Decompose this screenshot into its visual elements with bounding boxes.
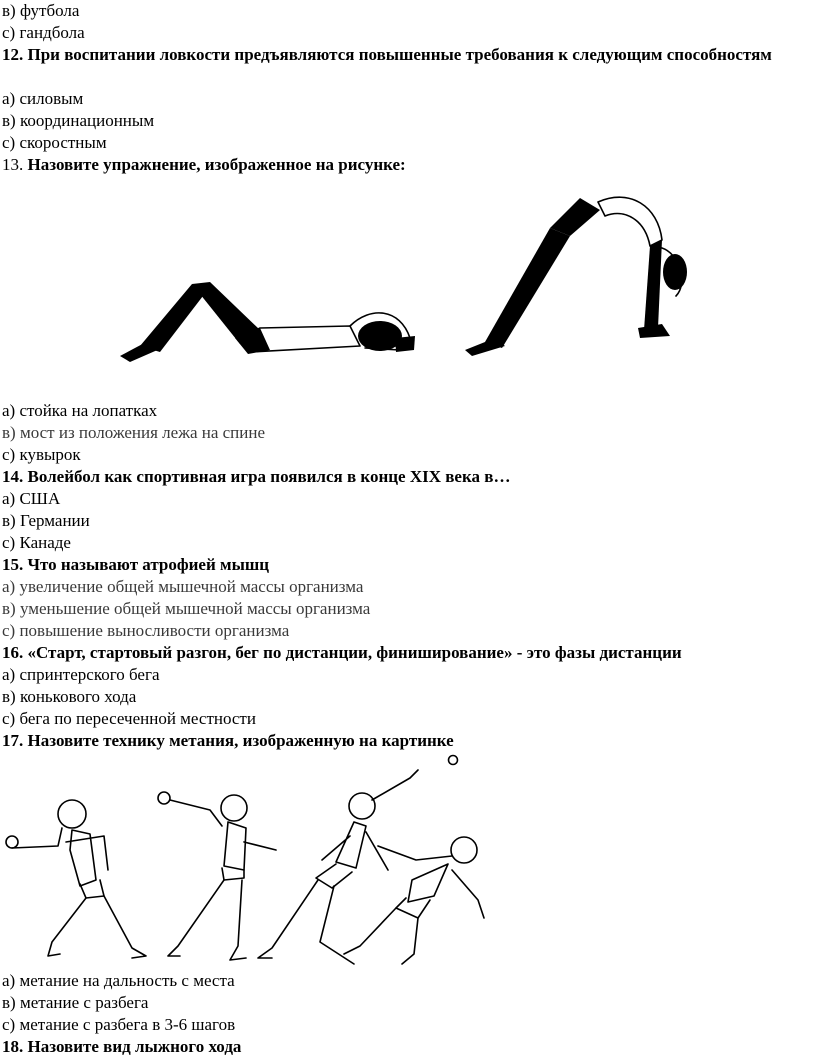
q13-option-b: в) мост из положения лежа на спине [2,423,266,442]
q16-option-a: а) спринтерского бега [2,665,160,684]
q17-option-a: а) метание на дальность с места [2,971,235,990]
q16-title: 16. «Старт, стартовый разгон, бег по дистанции, финиширование» - это фазы дистанции [2,643,682,662]
q13-title-line [2,154,406,176]
q15-option-a: а) увеличение общей мышечной массы организма [2,577,364,596]
q16-option-c: с) бега по пересеченной местности [2,709,256,728]
thrower-figure-2 [158,792,276,960]
q13-option-a: а) стойка на лопатках [2,401,158,420]
q12-title: 12. При воспитании ловкости предъявляются повышенные требования к следующим способностям [2,45,772,64]
throwing-sequence-illustration [0,750,500,968]
q12-option-c: с) скоростным [2,133,107,152]
q13-number: 13. [2,155,24,174]
q11-option-c: с) гандбола [2,23,85,42]
q13-title: Назовите упражнение, изображенное на рисунке: [27,155,406,174]
bridge-exercise-illustration [110,188,700,368]
lying-figure [120,282,415,362]
q16-option-b: в) конькового хода [2,687,137,706]
q14-title: 14. Волейбол как спортивная игра появился в конце XIX века в… [2,467,511,486]
q17-option-b: в) метание с разбега [2,993,149,1012]
q17-title: 17. Назовите технику метания, изображенную на картинке [2,731,454,750]
q14-option-a: а) США [2,489,61,508]
thrower-figure-4 [344,837,484,964]
q11-option-b: в) футбола [2,1,80,20]
q12-option-b: в) координационным [2,111,155,130]
thrower-figure-1 [6,800,146,958]
q13-option-c: с) кувырок [2,445,81,464]
thrower-figure-3 [258,770,418,964]
q14-option-b: в) Германии [2,511,90,530]
q18-title: 18. Назовите вид лыжного хода [2,1037,242,1056]
q15-option-b: в) уменьшение общей мышечной массы организма [2,599,371,618]
q15-title: 15. Что называют атрофией мышц [2,555,270,574]
q12-option-a: а) силовым [2,89,84,108]
bridge-figure [465,197,687,356]
q14-option-c: с) Канаде [2,533,71,552]
q15-option-c: с) повышение выносливости организма [2,621,290,640]
q17-option-c: с) метание с разбега в 3-6 шагов [2,1015,236,1034]
